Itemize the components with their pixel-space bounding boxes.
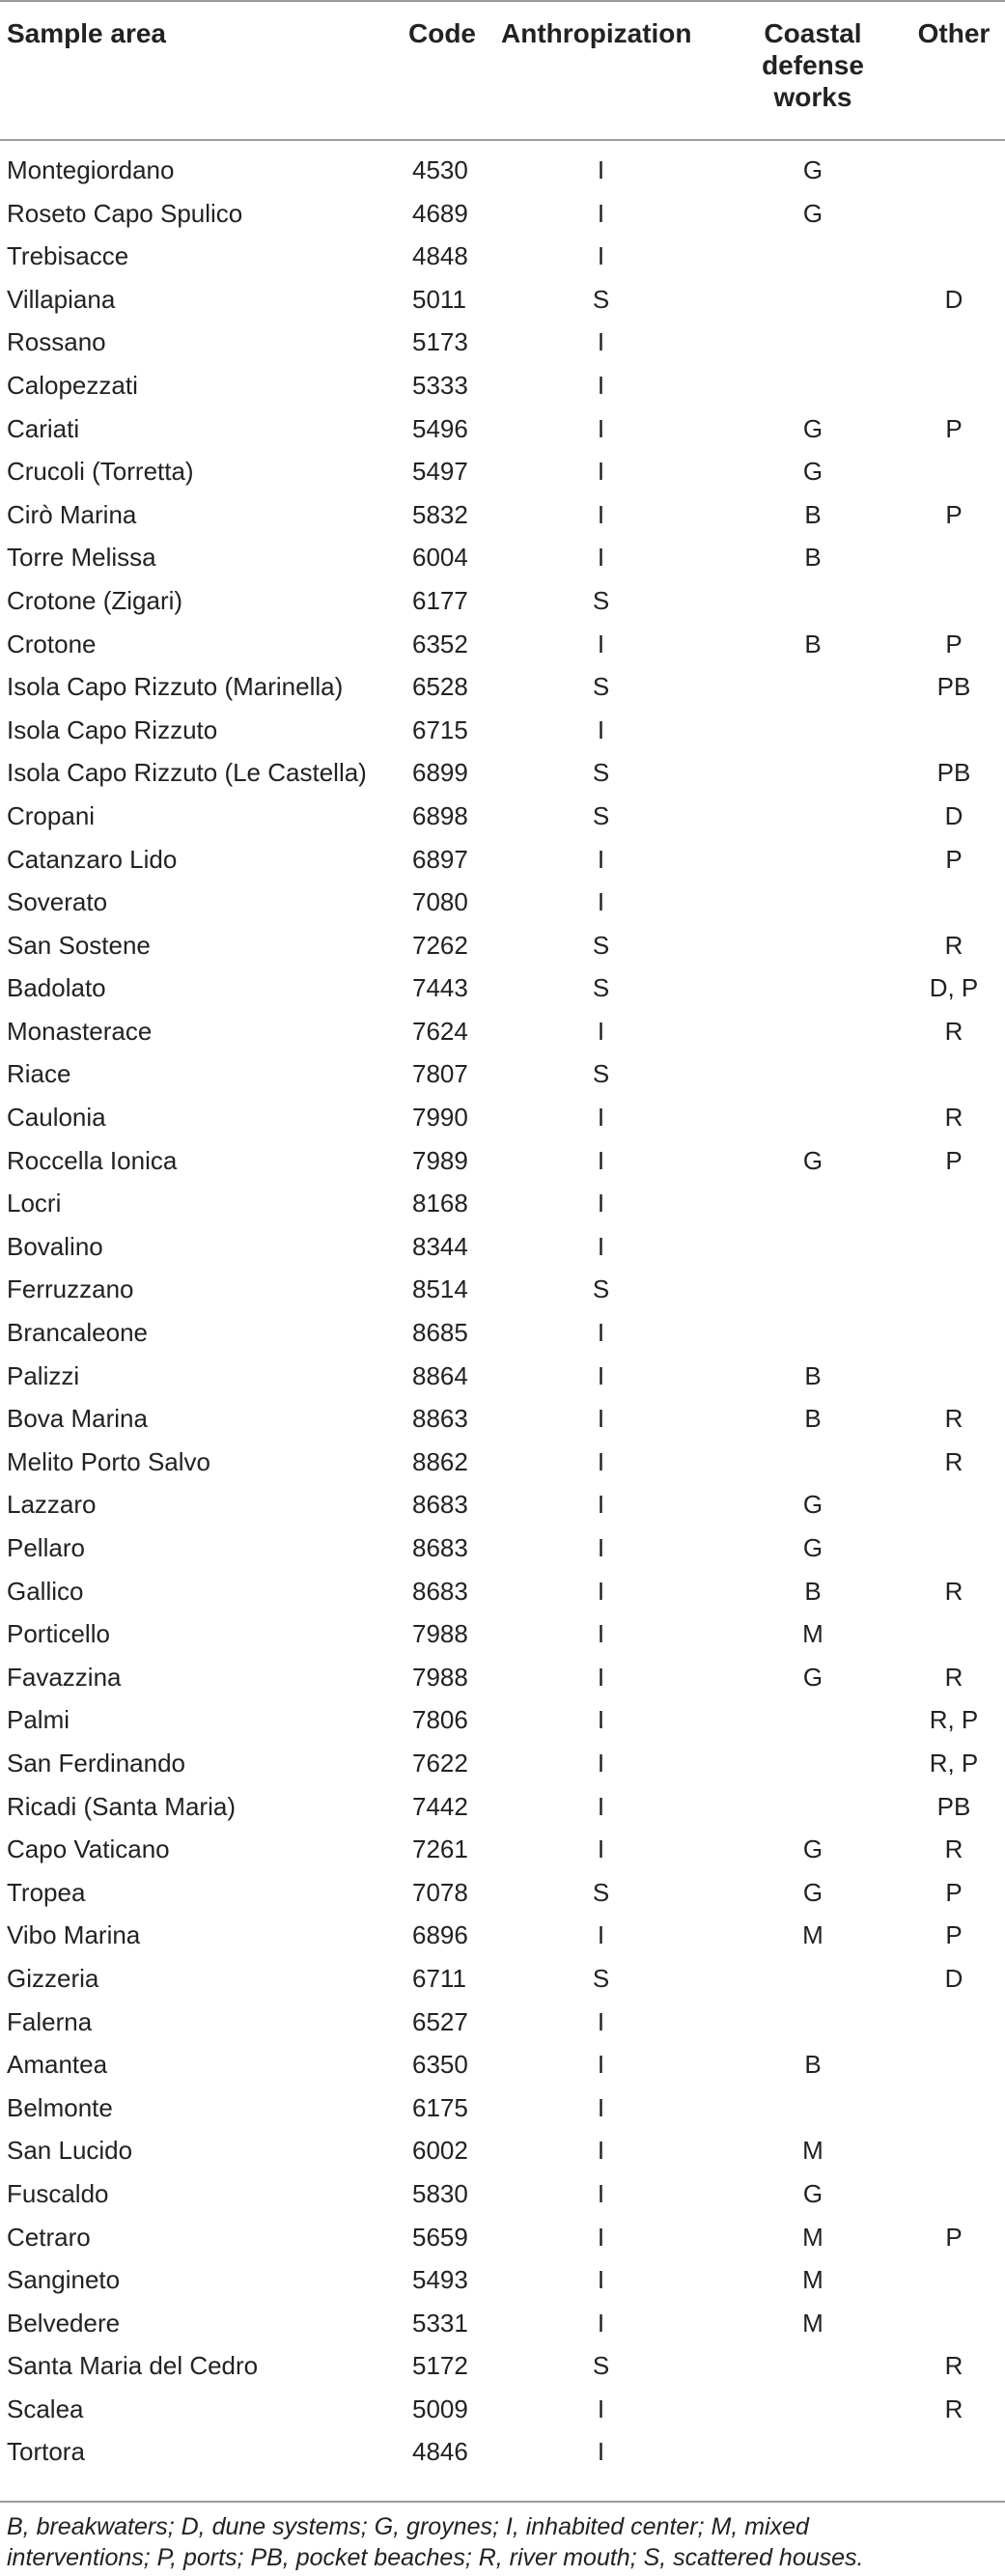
table-row	[0, 536, 1005, 579]
cell-coastal-defense: G	[802, 1145, 824, 1175]
cell-sample-area: Caulonia	[7, 1103, 106, 1133]
table-row	[0, 1785, 1005, 1829]
cell-coastal-defense: B	[804, 1576, 822, 1606]
table-row	[0, 1828, 1005, 1871]
cell-sample-area: Gallico	[7, 1576, 84, 1606]
cell-sample-area: Belmonte	[7, 2092, 113, 2122]
footnote-line-2: interventions; P, ports; PB, pocket beaches; R, river mouth; S, scattered houses.	[7, 2544, 864, 2571]
table-row	[0, 751, 1005, 795]
cell-code: 5830	[412, 2178, 468, 2208]
cell-anthropization: I	[597, 241, 605, 271]
table-row	[0, 1441, 1005, 1484]
table-row	[0, 881, 1005, 924]
cell-code: 5832	[412, 499, 468, 529]
cell-sample-area: Belvedere	[7, 2308, 121, 2338]
header-coastal-line-3: works	[773, 82, 852, 112]
cell-code: 7080	[412, 887, 468, 917]
cell-anthropization: I	[597, 2265, 605, 2295]
cell-code: 7806	[412, 1705, 468, 1735]
table-row	[0, 1570, 1005, 1613]
cell-anthropization: I	[597, 1533, 605, 1562]
cell-code: 8862	[412, 1446, 468, 1476]
cell-anthropization: I	[597, 1189, 605, 1218]
table-row	[0, 2388, 1005, 2431]
cell-anthropization: S	[592, 930, 610, 960]
cell-code: 7807	[412, 1059, 468, 1089]
cell-code: 6896	[412, 1920, 468, 1950]
cell-sample-area: Isola Capo Rizzuto (Marinella)	[7, 672, 344, 702]
cell-coastal-defense: M	[802, 1920, 824, 1950]
cell-other: R	[944, 1662, 963, 1692]
cell-sample-area: Gizzeria	[7, 1963, 99, 1993]
cell-sample-area: Melito Porto Salvo	[7, 1446, 210, 1476]
cell-sample-area: Bova Marina	[7, 1404, 148, 1434]
cell-code: 7988	[412, 1619, 468, 1649]
table-row	[0, 321, 1005, 364]
cell-anthropization: I	[597, 2178, 605, 2208]
cell-code: 8683	[412, 1576, 468, 1606]
cell-sample-area: Falerna	[7, 2006, 93, 2036]
cell-sample-area: Scalea	[7, 2394, 84, 2423]
table-row	[0, 1268, 1005, 1311]
cell-code: 5659	[412, 2222, 468, 2252]
cell-other: R, P	[929, 1748, 979, 1778]
cell-coastal-defense: M	[802, 1619, 824, 1649]
cell-code: 6898	[412, 800, 468, 830]
cell-anthropization: I	[597, 370, 605, 400]
cell-anthropization: I	[597, 1446, 605, 1476]
footnote-line-1: B, breakwaters; D, dune systems; G, groynes; I, inhabited center; M, mixed	[7, 2513, 809, 2540]
cell-other: P	[945, 413, 963, 443]
cell-sample-area: San Ferdinando	[7, 1748, 186, 1778]
cell-sample-area: Isola Capo Rizzuto (Le Castella)	[7, 758, 367, 788]
table-bottom-rule	[0, 2501, 1005, 2503]
header-coastal-defense-works	[740, 17, 885, 113]
header-code: Code	[408, 18, 476, 48]
cell-code: 5493	[412, 2265, 468, 2295]
cell-sample-area: Tortora	[7, 2437, 85, 2467]
cell-other: P	[945, 844, 963, 874]
cell-sample-area: Crotone	[7, 629, 97, 658]
cell-other: R	[944, 1404, 963, 1434]
cell-anthropization: I	[597, 2050, 605, 2080]
cell-other: P	[945, 629, 963, 658]
cell-other: P	[945, 499, 963, 529]
cell-code: 6711	[412, 1963, 466, 1993]
cell-code: 8514	[412, 1274, 468, 1304]
table-row	[0, 149, 1005, 192]
table-row	[0, 1010, 1005, 1053]
cell-anthropization: S	[592, 758, 610, 788]
cell-coastal-defense: G	[802, 1877, 824, 1907]
table-row	[0, 2302, 1005, 2345]
table-row	[0, 407, 1005, 451]
cell-anthropization: S	[592, 2351, 610, 2381]
table-footnote	[7, 2511, 1001, 2573]
cell-anthropization: I	[597, 714, 605, 744]
cell-coastal-defense: M	[802, 2308, 824, 2338]
table-row	[0, 364, 1005, 407]
cell-anthropization: S	[592, 973, 610, 1003]
cell-code: 5172	[412, 2351, 468, 2381]
cell-code: 6350	[412, 2050, 468, 2080]
cell-coastal-defense: G	[802, 198, 824, 228]
cell-other: PB	[936, 1791, 971, 1821]
cell-code: 4846	[412, 2437, 468, 2467]
cell-anthropization: I	[597, 2092, 605, 2122]
cell-other: P	[945, 1877, 963, 1907]
cell-code: 7261	[412, 1834, 468, 1864]
table-row	[0, 2043, 1005, 2086]
cell-sample-area: Soverato	[7, 887, 108, 917]
cell-code: 6002	[412, 2136, 468, 2166]
cell-anthropization: I	[597, 2222, 605, 2252]
cell-other: R	[944, 2394, 963, 2423]
cell-sample-area: Roccella Ionica	[7, 1145, 178, 1175]
cell-code: 7624	[412, 1016, 468, 1046]
header-coastal-line-1: Coastal	[764, 18, 862, 48]
cell-coastal-defense: M	[802, 2222, 824, 2252]
cell-code: 5496	[412, 413, 468, 443]
table-row	[0, 2172, 1005, 2216]
table-row	[0, 924, 1005, 967]
cell-anthropization: S	[592, 1274, 610, 1304]
cell-anthropization: I	[597, 1920, 605, 1950]
cell-anthropization: I	[597, 1662, 605, 1692]
table-row	[0, 795, 1005, 838]
table-row	[0, 1698, 1005, 1742]
cell-anthropization: I	[597, 1016, 605, 1046]
cell-anthropization: I	[597, 629, 605, 658]
table-row	[0, 709, 1005, 752]
cell-anthropization: I	[597, 1705, 605, 1735]
cell-code: 7078	[412, 1877, 468, 1907]
cell-coastal-defense: B	[804, 1360, 822, 1390]
cell-sample-area: Pellaro	[7, 1533, 85, 1562]
cell-anthropization: I	[597, 1619, 605, 1649]
table-row	[0, 2086, 1005, 2130]
cell-coastal-defense: M	[802, 2136, 824, 2166]
table-row	[0, 192, 1005, 236]
cell-other: P	[945, 2222, 963, 2252]
cell-sample-area: Calopezzati	[7, 370, 138, 400]
cell-code: 4689	[412, 198, 468, 228]
cell-code: 8864	[412, 1360, 468, 1390]
cell-code: 7443	[412, 973, 468, 1003]
cell-anthropization: I	[597, 1103, 605, 1133]
cell-coastal-defense: B	[804, 629, 822, 658]
table-row	[0, 450, 1005, 493]
cell-code: 7988	[412, 1662, 468, 1692]
cell-other: P	[945, 1920, 963, 1950]
cell-sample-area: Palmi	[7, 1705, 70, 1735]
table-row	[0, 2344, 1005, 2388]
table-row	[0, 2129, 1005, 2172]
cell-code: 8683	[412, 1490, 468, 1520]
cell-sample-area: Cropani	[7, 800, 96, 830]
cell-sample-area: Cirò Marina	[7, 499, 137, 529]
cell-anthropization: S	[592, 1963, 610, 1993]
table-row	[0, 278, 1005, 322]
cell-anthropization: I	[597, 1318, 605, 1348]
cell-sample-area: Villapiana	[7, 284, 116, 314]
cell-sample-area: Palizzi	[7, 1360, 80, 1390]
cell-sample-area: San Lucido	[7, 2136, 133, 2166]
cell-anthropization: S	[592, 1059, 610, 1089]
cell-other: R	[944, 2351, 963, 2381]
cell-code: 5333	[412, 370, 468, 400]
cell-anthropization: S	[592, 800, 610, 830]
cell-coastal-defense: B	[804, 2050, 822, 2080]
table-row	[0, 1957, 1005, 2001]
header-coastal-line-2: defense	[762, 50, 864, 80]
cell-code: 4530	[412, 155, 468, 184]
table-row	[0, 579, 1005, 623]
cell-code: 6352	[412, 629, 468, 658]
cell-code: 5009	[412, 2394, 468, 2423]
cell-coastal-defense: B	[804, 499, 822, 529]
cell-coastal-defense: G	[802, 2178, 824, 2208]
cell-code: 6897	[412, 844, 468, 874]
cell-sample-area: Trebisacce	[7, 241, 129, 271]
cell-sample-area: Cetraro	[7, 2222, 91, 2252]
cell-code: 8685	[412, 1318, 468, 1348]
cell-anthropization: I	[597, 2006, 605, 2036]
cell-sample-area: Tropea	[7, 1877, 86, 1907]
cell-other: D	[944, 284, 963, 314]
cell-code: 6527	[412, 2006, 468, 2036]
cell-sample-area: Porticello	[7, 1619, 110, 1649]
cell-code: 5331	[412, 2308, 468, 2338]
table-body	[0, 149, 1005, 2474]
cell-code: 8863	[412, 1404, 468, 1434]
cell-coastal-defense: G	[802, 457, 824, 487]
cell-anthropization: I	[597, 2136, 605, 2166]
cell-sample-area: Lazzaro	[7, 1490, 97, 1520]
cell-other: PB	[936, 672, 971, 702]
cell-sample-area: Sangineto	[7, 2265, 121, 2295]
cell-sample-area: Crucoli (Torretta)	[7, 457, 194, 487]
table-row	[0, 623, 1005, 666]
cell-code: 6899	[412, 758, 468, 788]
cell-other: R, P	[929, 1705, 979, 1735]
cell-sample-area: Catanzaro Lido	[7, 844, 178, 874]
cell-sample-area: Isola Capo Rizzuto	[7, 714, 218, 744]
cell-anthropization: I	[597, 1360, 605, 1390]
cell-other: R	[944, 1576, 963, 1606]
cell-code: 5011	[412, 284, 466, 314]
cell-sample-area: Riace	[7, 1059, 71, 1089]
cell-code: 7442	[412, 1791, 468, 1821]
table-row	[0, 2216, 1005, 2259]
cell-sample-area: Roseto Capo Spulico	[7, 198, 243, 228]
table-row	[0, 1182, 1005, 1225]
table-row	[0, 966, 1005, 1010]
cell-anthropization: I	[597, 1145, 605, 1175]
cell-anthropization: I	[597, 327, 605, 357]
cell-other: D	[944, 1963, 963, 1993]
cell-sample-area: Ricadi (Santa Maria)	[7, 1791, 236, 1821]
cell-code: 5173	[412, 327, 468, 357]
cell-anthropization: S	[592, 672, 610, 702]
cell-sample-area: Amantea	[7, 2050, 108, 2080]
cell-sample-area: Cariati	[7, 413, 80, 443]
cell-code: 8168	[412, 1189, 468, 1218]
cell-anthropization: I	[597, 1791, 605, 1821]
cell-anthropization: I	[597, 155, 605, 184]
cell-coastal-defense: M	[802, 2265, 824, 2295]
cell-code: 7989	[412, 1145, 468, 1175]
cell-anthropization: I	[597, 2437, 605, 2467]
cell-coastal-defense: G	[802, 1662, 824, 1692]
table-row	[0, 1612, 1005, 1656]
cell-code: 5497	[412, 457, 468, 487]
cell-sample-area: Favazzina	[7, 1662, 122, 1692]
cell-code: 6004	[412, 543, 468, 573]
cell-code: 6177	[412, 585, 468, 615]
table-row	[0, 1052, 1005, 1096]
cell-coastal-defense: G	[802, 413, 824, 443]
cell-anthropization: I	[597, 1576, 605, 1606]
cell-sample-area: Locri	[7, 1189, 62, 1218]
cell-sample-area: Capo Vaticano	[7, 1834, 170, 1864]
cell-code: 8683	[412, 1533, 468, 1562]
cell-other: D	[944, 800, 963, 830]
cell-other: R	[944, 1016, 963, 1046]
header-other: Other	[917, 18, 991, 48]
table-row	[0, 2430, 1005, 2474]
table-row	[0, 1871, 1005, 1915]
cell-sample-area: Badolato	[7, 973, 106, 1003]
cell-anthropization: I	[597, 2394, 605, 2423]
table-row	[0, 665, 1005, 709]
cell-other: R	[944, 1834, 963, 1864]
cell-other: D, P	[929, 973, 979, 1003]
cell-code: 7622	[412, 1748, 468, 1778]
cell-anthropization: I	[597, 457, 605, 487]
cell-coastal-defense: G	[802, 155, 824, 184]
table-row	[0, 493, 1005, 537]
cell-anthropization: I	[597, 844, 605, 874]
table-row	[0, 1483, 1005, 1526]
table-row	[0, 1526, 1005, 1570]
table-top-rule	[0, 0, 1005, 2]
cell-anthropization: I	[597, 2308, 605, 2338]
header-divider-rule	[0, 139, 1005, 141]
table-row	[0, 1225, 1005, 1269]
cell-sample-area: Santa Maria del Cedro	[7, 2351, 259, 2381]
cell-anthropization: I	[597, 499, 605, 529]
cell-code: 7262	[412, 930, 468, 960]
cell-anthropization: S	[592, 585, 610, 615]
cell-anthropization: I	[597, 1231, 605, 1261]
cell-coastal-defense: G	[802, 1533, 824, 1562]
cell-coastal-defense: B	[804, 1404, 822, 1434]
table-row	[0, 1139, 1005, 1183]
cell-anthropization: I	[597, 1748, 605, 1778]
cell-code: 6528	[412, 672, 468, 702]
cell-code: 7990	[412, 1103, 468, 1133]
cell-anthropization: I	[597, 1490, 605, 1520]
table-row	[0, 1096, 1005, 1139]
cell-sample-area: Crotone (Zigari)	[7, 585, 183, 615]
table-row	[0, 2258, 1005, 2302]
cell-sample-area: Fuscaldo	[7, 2178, 109, 2208]
cell-code: 4848	[412, 241, 468, 271]
cell-anthropization: I	[597, 887, 605, 917]
table-row	[0, 1742, 1005, 1785]
cell-anthropization: S	[592, 284, 610, 314]
table-row	[0, 1656, 1005, 1699]
cell-coastal-defense: B	[804, 543, 822, 573]
cell-sample-area: Ferruzzano	[7, 1274, 134, 1304]
cell-sample-area: Rossano	[7, 327, 106, 357]
cell-coastal-defense: G	[802, 1834, 824, 1864]
cell-anthropization: I	[597, 413, 605, 443]
cell-other: R	[944, 1446, 963, 1476]
cell-anthropization: I	[597, 1404, 605, 1434]
cell-code: 6175	[412, 2092, 468, 2122]
cell-sample-area: Vibo Marina	[7, 1920, 141, 1950]
cell-anthropization: I	[597, 1834, 605, 1864]
cell-sample-area: Bovalino	[7, 1231, 103, 1261]
cell-anthropization: I	[597, 198, 605, 228]
cell-sample-area: Monasterace	[7, 1016, 153, 1046]
table-row	[0, 1914, 1005, 1957]
cell-anthropization: I	[597, 543, 605, 573]
cell-coastal-defense: G	[802, 1490, 824, 1520]
cell-other: PB	[936, 758, 971, 788]
cell-sample-area: Brancaleone	[7, 1318, 148, 1348]
cell-other: R	[944, 1103, 963, 1133]
cell-sample-area: Montegiordano	[7, 155, 175, 184]
cell-sample-area: Torre Melissa	[7, 543, 156, 573]
table-row	[0, 1397, 1005, 1441]
cell-code: 6715	[412, 714, 468, 744]
table-row	[0, 235, 1005, 278]
table-row	[0, 838, 1005, 882]
header-sample-area: Sample area	[7, 18, 166, 48]
table-row	[0, 2001, 1005, 2044]
cell-anthropization: S	[592, 1877, 610, 1907]
header-anthropization: Anthropization	[501, 18, 692, 48]
table-row	[0, 1355, 1005, 1398]
cell-other: P	[945, 1145, 963, 1175]
table-row	[0, 1311, 1005, 1355]
cell-code: 8344	[412, 1231, 468, 1261]
cell-other: R	[944, 930, 963, 960]
cell-sample-area: San Sostene	[7, 930, 151, 960]
